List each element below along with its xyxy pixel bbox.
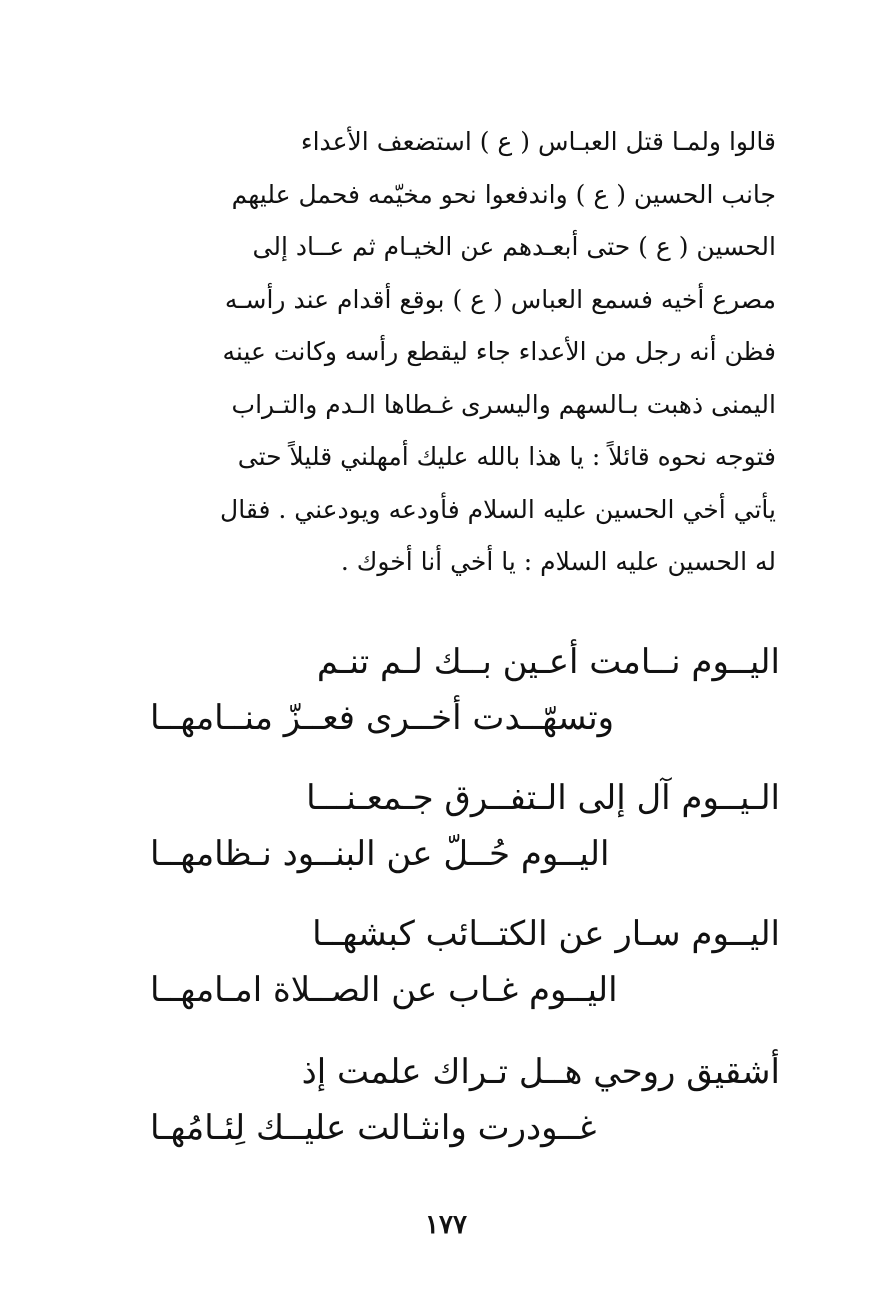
- prose-line: جانب الحسين ( ع ) واندفعوا نحو مخيّمه فحمل عليهم: [231, 179, 776, 209]
- prose-line: فظن أنه رجل من الأعداء جاء ليقطع رأسه وكانت عينه: [222, 337, 776, 366]
- poem-verse: [150, 908, 780, 1028]
- page-number: ١٧٧: [425, 1210, 467, 1240]
- verse-second-hemistich: غــودرت وانثـالت عليــك لِئـامُهـا: [150, 1108, 597, 1148]
- prose-paragraph: [150, 116, 776, 589]
- prose-line: يأتي أخي الحسين عليه السلام فأودعه ويودعني . فقال: [220, 494, 776, 524]
- verse-second-hemistich: اليــوم حُــلّ عن البنــود نـظامهــا: [150, 834, 610, 874]
- prose-line: قالوا ولمـا قتل العبـاس ( ع ) استضعف الأعداء: [300, 127, 776, 156]
- poem-verse: [150, 1046, 780, 1166]
- verse-first-hemistich: اليــوم نــامت أعـين بــك لـم تنـم: [316, 642, 780, 682]
- verse-first-hemistich: الـيــوم آل إلى الـتفــرق جـمعـنـــا: [306, 778, 780, 818]
- prose-line: له الحسين عليه السلام : يا أخي أنا أخوك .: [340, 547, 776, 576]
- poem-verse: [150, 772, 780, 892]
- prose-line: الحسين ( ع ) حتى أبعـدهم عن الخيـام ثم عــاد إلى: [252, 232, 776, 261]
- verse-second-hemistich: اليــوم غـاب عن الصــلاة امـامهــا: [150, 970, 618, 1010]
- poem-verse: [150, 636, 780, 756]
- prose-line: اليمنى ذهبت بـالسهم واليسرى غـطاها الـدم والتـراب: [231, 389, 776, 419]
- verse-first-hemistich: أشقيق روحي هــل تـراك علمت إذ: [301, 1052, 780, 1092]
- prose-line: فتوجه نحوه قائلاً : يا هذا بالله عليك أمهلني قليلاً حتى: [237, 442, 776, 471]
- verse-first-hemistich: اليــوم سـار عن الكتــائب كبشهــا: [312, 914, 780, 954]
- prose-line: مصرع أخيه فسمع العباس ( ع ) بوقع أقدام عند رأسـه: [224, 284, 776, 314]
- verse-second-hemistich: وتسهّــدت أخــرى فعــزّ منــامهــا: [150, 698, 615, 738]
